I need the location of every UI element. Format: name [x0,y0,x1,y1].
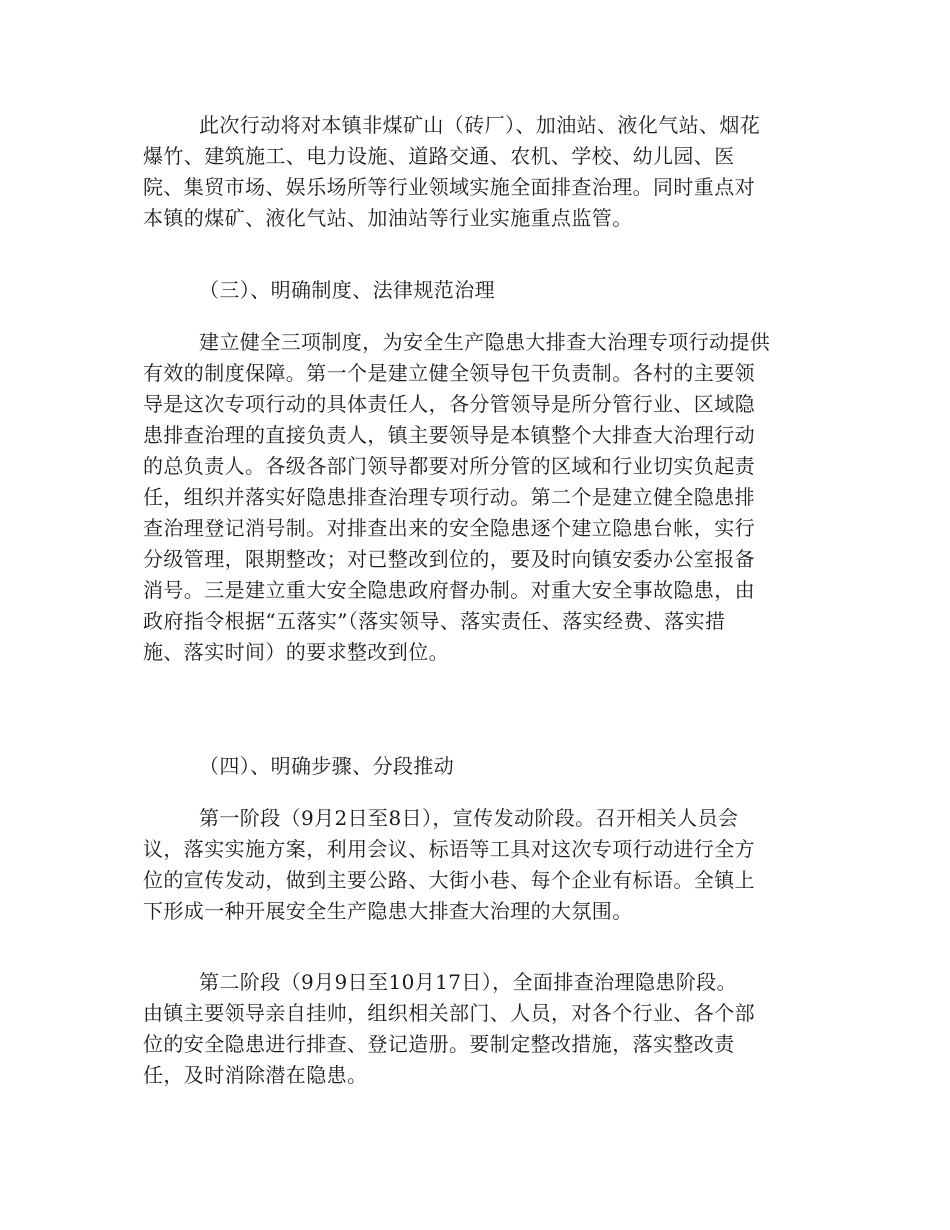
text-line: 爆竹、建筑施工、电力设施、道路交通、农机、学校、幼儿园、医 [143,144,735,168]
paragraph-stage-one [143,803,803,927]
text-line: 患排查治理的直接负责人，镇主要领导是本镇整个大排查大治理行动 [143,423,755,447]
text-line: 位的安全隐患进行排查、登记造册。要制定整改措施，落实整改责 [143,1032,735,1056]
text-line: 政府指令根据“五落实”（落实领导、落实责任、落实经费、落实措 [143,609,726,633]
text-line: 分级管理，限期整改；对已整改到位的，要及时向镇安委办公室报备 [143,547,755,571]
text-line: 任，组织并落实好隐患排查治理专项行动。第二个是建立健全隐患排 [143,485,755,509]
text-line: 导是这次专项行动的具体责任人，各分管领导是所分管行业、区域隐 [143,392,755,416]
text-line: 任，及时消除潜在隐患。 [143,1063,368,1087]
text-line: 施、落实时间）的要求整改到位。 [143,640,449,664]
text-line: 由镇主要领导亲自挂帅，组织相关部门、人员，对各个行业、各个部 [143,1001,755,1025]
text-line: 消号。三是建立重大安全隐患政府督办制。对重大安全事故隐患，由 [143,578,755,602]
text-line: 第一阶段（9月2日至8日），宣传发动阶段。召开相关人员会 [199,806,739,830]
text-line: 下形成一种开展安全生产隐患大排查大治理的大氛围。 [143,899,633,923]
text-line: 的总负责人。各级各部门领导都要对所分管的区域和行业切实负起责 [143,454,755,478]
text-line: 院、集贸市场、娱乐场所等行业领域实施全面排查治理。同时重点对 [143,175,755,199]
text-line: 有效的制度保障。第一个是建立健全领导包干负责制。各村的主要领 [143,361,755,385]
section-heading-3: （三）、明确制度、法律规范治理 [199,278,495,302]
paragraph-scope [143,110,803,234]
text-line: 查治理登记消号制。对排查出来的安全隐患逐个建立隐患台帐，实行 [143,516,755,540]
paragraph-stage-two [143,967,803,1091]
section-heading-4: （四）、明确步骤、分段推动 [199,754,455,778]
text-line: 位的宣传发动，做到主要公路、大街小巷、每个企业有标语。全镇上 [143,868,755,892]
text-line: 议，落实实施方案，利用会议、标语等工具对这次专项行动进行全方 [143,837,755,861]
text-line: 第二阶段（9月9日至10月17日），全面排查治理隐患阶段。 [199,970,737,994]
text-line: 本镇的煤矿、液化气站、加油站等行业实施重点监管。 [143,206,633,230]
text-line: 建立健全三项制度，为安全生产隐患大排查大治理专项行动提供 [199,330,771,354]
paragraph-systems [143,327,803,668]
text-line: 此次行动将对本镇非煤矿山（砖厂）、加油站、液化气站、烟花 [199,113,761,137]
